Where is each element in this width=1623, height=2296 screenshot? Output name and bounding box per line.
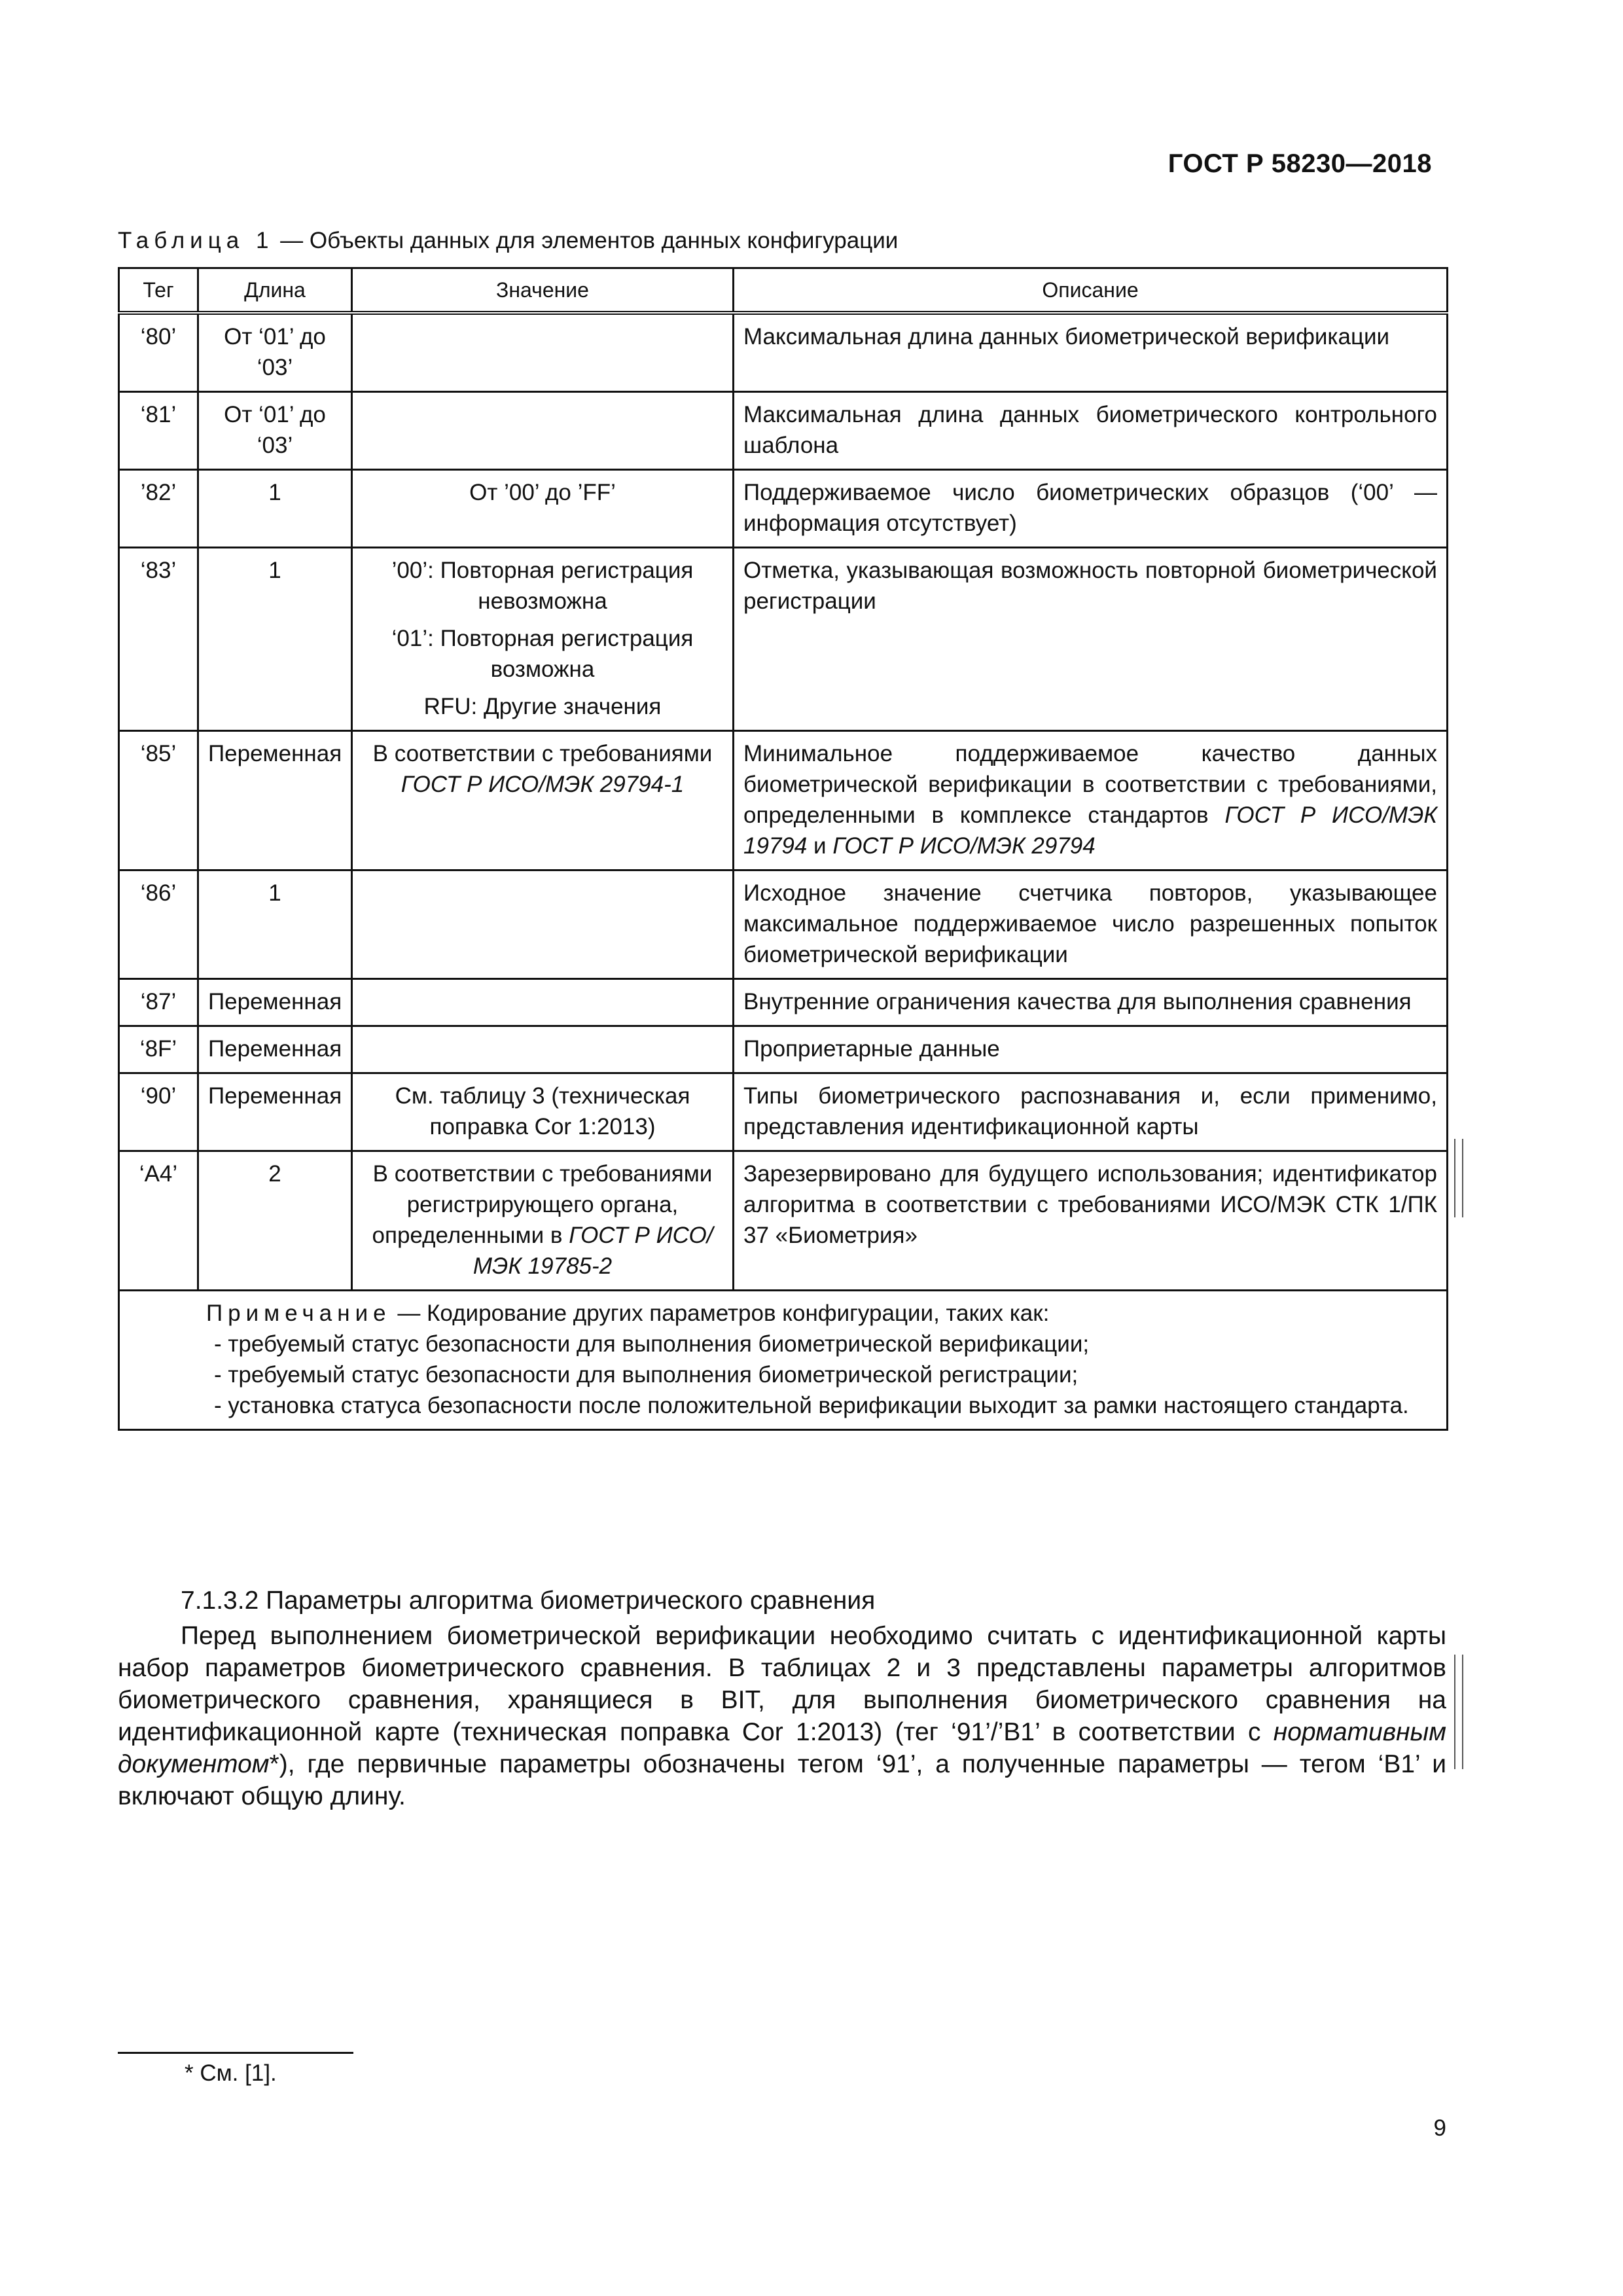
cell-description: Исходное значение счетчика повторов, указывающее максимальное поддерживаемое число разрешенных попыток биометрической верификации: [734, 870, 1448, 979]
table-row: [119, 313, 1448, 392]
cell-description: Максимальная длина данных биометрического контрольного шаблона: [734, 392, 1448, 470]
cell-value-line: ‘01’: Повторная регистрация возможна: [391, 626, 694, 682]
normative-document-reference: нормативным документом: [118, 1718, 1446, 1778]
cell-tag: ‘87’: [119, 979, 198, 1026]
table-row: [119, 548, 1448, 731]
cell-description: Зарезервировано для будущего использования; идентификатор алгоритма в соответствии с требованиями ИСО/МЭК СТК 1/ПК 37 «Биометрия»: [734, 1151, 1448, 1291]
note-label: Примечание: [206, 1300, 391, 1326]
table-row: [119, 1151, 1448, 1291]
footnote-divider: [118, 2052, 353, 2054]
cell-length: 1: [198, 470, 352, 548]
column-header-length: Длина: [198, 268, 352, 314]
configuration-data-table: [118, 267, 1448, 1431]
cell-tag: ‘86’: [119, 870, 198, 979]
table-caption-text: — Объекты данных для элементов данных конфигурации: [274, 228, 899, 253]
note-heading: [129, 1298, 1437, 1329]
note-intro: — Кодирование других параметров конфигурации, таких как:: [391, 1300, 1050, 1326]
cell-value: [352, 731, 734, 870]
standard-reference: ГОСТ Р ИСО/МЭК 29794-1: [401, 772, 685, 797]
standard-reference: ГОСТ Р ИСО/МЭК 19794: [743, 802, 1437, 859]
table-note: [119, 1291, 1448, 1430]
table-row: [119, 1073, 1448, 1151]
cell-tag: ‘80’: [119, 313, 198, 392]
section-heading: 7.1.3.2 Параметры алгоритма биометрического сравнения: [181, 1587, 876, 1615]
cell-length: 1: [198, 548, 352, 731]
cell-value: [352, 313, 734, 392]
cell-value-line: RFU: Другие значения: [423, 694, 662, 719]
cell-value: [352, 548, 734, 731]
note-list-item: - требуемый статус безопасности для выполнения биометрической регистрации;: [214, 1362, 1079, 1388]
revision-change-bar: [1454, 1655, 1463, 1769]
cell-value: [352, 979, 734, 1026]
cell-length: 2: [198, 1151, 352, 1291]
cell-length: 1: [198, 870, 352, 979]
table-row: [119, 731, 1448, 870]
cell-tag: ‘85’: [119, 731, 198, 870]
cell-description: Максимальная длина данных биометрической верификации: [734, 313, 1448, 392]
table-header-row: [119, 268, 1448, 314]
note-list-item: - установка статуса безопасности после положительной верификации выходит за рамки настоящего стандарта.: [214, 1393, 1409, 1418]
revision-change-bar: [1454, 1139, 1463, 1217]
table-row: [119, 979, 1448, 1026]
cell-description-text: Минимальное поддерживаемое качество данных биометрической верификации в соответствии с требованиями, определенными в комплексе стандартов: [743, 741, 1437, 828]
standard-reference: ГОСТ Р ИСО/МЭК 29794: [832, 833, 1096, 859]
cell-description: Поддерживаемое число биометрических образцов (‘00’ — информация отсутствует): [734, 470, 1448, 548]
cell-tag: ‘A4’: [119, 1151, 198, 1291]
page-number: 9: [1433, 2115, 1446, 2141]
standard-reference: ГОСТ Р ИСО/МЭК 19785-2: [473, 1223, 713, 1279]
cell-description: Проприетарные данные: [734, 1026, 1448, 1073]
column-header-value: Значение: [352, 268, 734, 314]
column-header-tag: Тег: [119, 268, 198, 314]
cell-value: От ’00’ до ’FF’: [352, 470, 734, 548]
cell-description: Типы биометрического распознавания и, если применимо, представления идентификационной карты: [734, 1073, 1448, 1151]
cell-tag: ’82’: [119, 470, 198, 548]
paragraph-text: Перед выполнением биометрической верификации необходимо считать с идентификационной карты набор параметров биометрического сравнения. В таблицах 2 и 3 представлены параметры алгоритмов биометрического сравнения, хранящиеся в BIT, для выполнения биометрического сравнения на идентификационной карте (техническая поправка Cor 1:2013) (тег ‘91’/’B1’ в соответствии с: [118, 1622, 1446, 1746]
paragraph-text: *), где первичные параметры обозначены тегом ‘91’, а полученные параметры — тегом ‘B1’ и включают общую длину.: [118, 1750, 1446, 1810]
column-header-description: Описание: [734, 268, 1448, 314]
cell-length: Переменная: [198, 1026, 352, 1073]
footnote: * См. [1].: [185, 2060, 277, 2086]
cell-length: Переменная: [198, 1073, 352, 1151]
cell-value-text: В соответствии с требованиями регистрирующего органа, определенными в: [372, 1161, 713, 1248]
cell-length: От ‘01’ до ‘03’: [198, 313, 352, 392]
cell-tag: ‘90’: [119, 1073, 198, 1151]
document-code: ГОСТ Р 58230—2018: [1168, 149, 1432, 178]
cell-value-text: В соответствии с требованиями: [372, 741, 713, 766]
cell-length: От ‘01’ до ‘03’: [198, 392, 352, 470]
cell-value: [352, 1026, 734, 1073]
cell-value: [352, 870, 734, 979]
cell-description: [734, 731, 1448, 870]
cell-tag: ‘8F’: [119, 1026, 198, 1073]
cell-tag: ‘83’: [119, 548, 198, 731]
cell-tag: ‘81’: [119, 392, 198, 470]
table-caption: [118, 228, 898, 254]
cell-description: Внутренние ограничения качества для выполнения сравнения: [734, 979, 1448, 1026]
cell-value-line: ’00’: Повторная регистрация невозможна: [391, 558, 694, 614]
table-row: [119, 870, 1448, 979]
cell-description: Отметка, указывающая возможность повторной биометрической регистрации: [734, 548, 1448, 731]
cell-value: [352, 392, 734, 470]
table-note-row: [119, 1291, 1448, 1430]
body-paragraph: [118, 1620, 1446, 1812]
cell-value: [352, 1151, 734, 1291]
table-caption-label: Таблица 1: [118, 228, 274, 253]
cell-length: Переменная: [198, 731, 352, 870]
table-row: [119, 470, 1448, 548]
cell-description-text: и: [807, 833, 833, 859]
note-list-item: - требуемый статус безопасности для выполнения биометрической верификации;: [214, 1331, 1090, 1357]
cell-length: Переменная: [198, 979, 352, 1026]
cell-value: См. таблицу 3 (техническая поправка Cor 1:2013): [352, 1073, 734, 1151]
table-row: [119, 1026, 1448, 1073]
table-row: [119, 392, 1448, 470]
